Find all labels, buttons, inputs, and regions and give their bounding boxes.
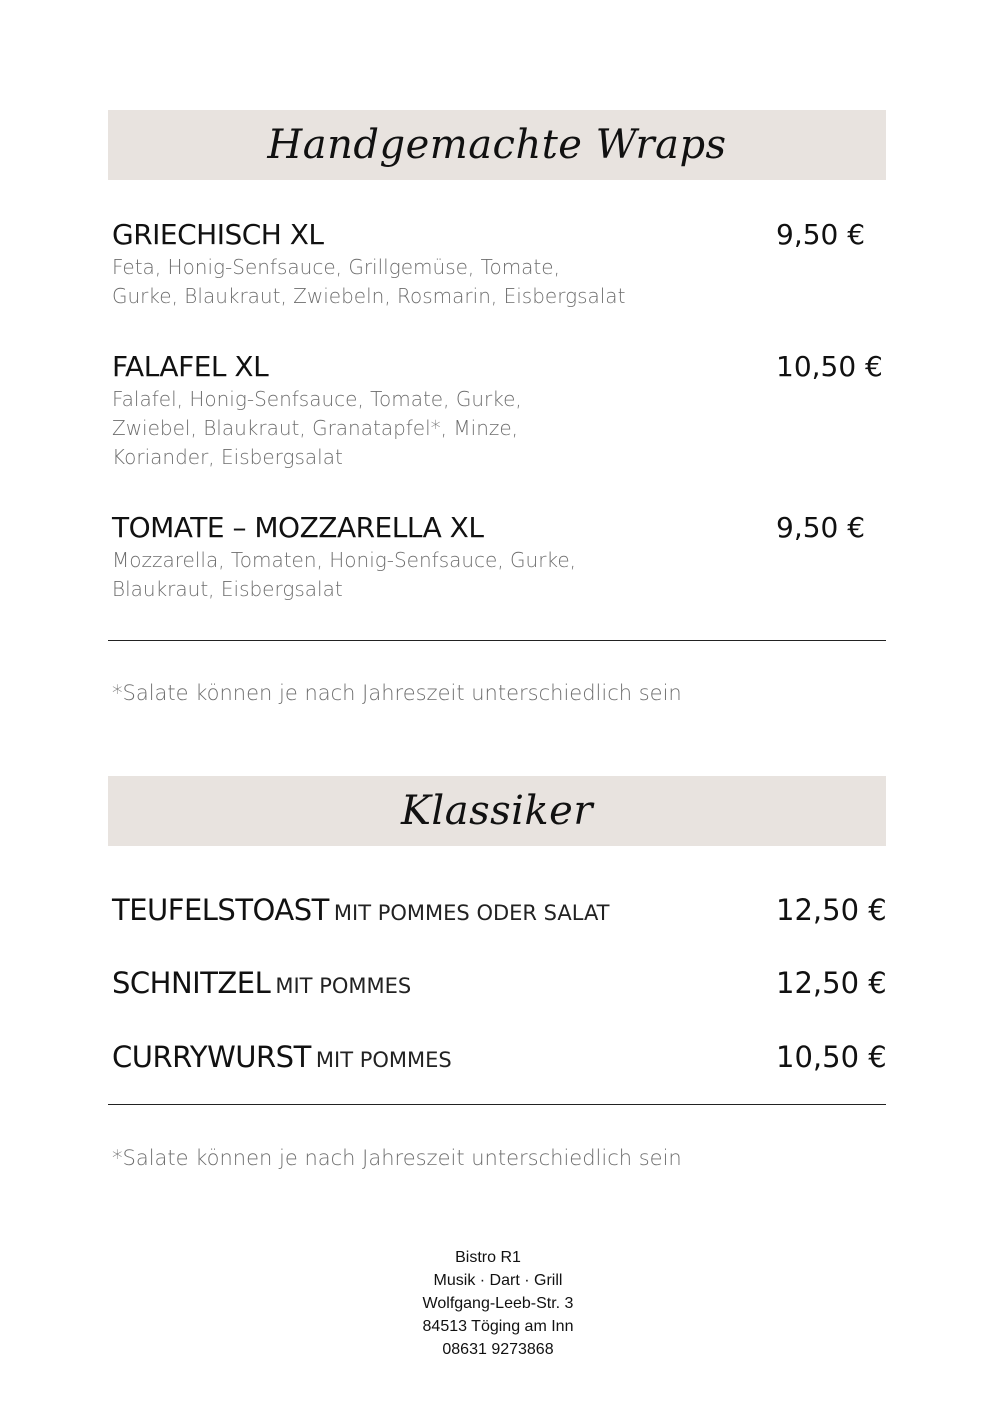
item-name: CURRYWURST <box>112 1040 311 1074</box>
menu-item-griechisch <box>112 218 882 311</box>
item-description <box>112 546 882 604</box>
item-name: GRIECHISCH XL <box>112 218 324 251</box>
desc-line: Mozzarella, Tomaten, Honig-Senfsauce, Gurke, <box>112 548 576 572</box>
salad-note: *Salate können je nach Jahreszeit unterschiedlich sein <box>112 681 682 705</box>
item-description <box>112 385 882 472</box>
wraps-title: Handgemachte Wraps <box>267 122 727 168</box>
menu-item-falafel <box>112 350 882 472</box>
salad-note: *Salate können je nach Jahreszeit unterschiedlich sein <box>112 1146 682 1170</box>
item-name: FALAFEL XL <box>112 350 269 383</box>
item-description <box>112 253 882 311</box>
item-side: MIT POMMES <box>315 1048 452 1072</box>
street-address: Wolfgang-Leeb-Str. 3 <box>422 1295 574 1312</box>
item-price: 9,50 € <box>776 511 866 544</box>
item-price: 10,50 € <box>776 1040 887 1074</box>
item-side: MIT POMMES <box>275 974 412 998</box>
item-price: 9,50 € <box>776 218 866 251</box>
item-price: 12,50 € <box>776 893 887 927</box>
desc-line: Falafel, Honig-Senfsauce, Tomate, Gurke, <box>112 387 522 411</box>
menu-item-schnitzel <box>112 965 887 1001</box>
wraps-banner <box>108 110 886 180</box>
menu-item-currywurst <box>112 1039 887 1075</box>
city-address: 84513 Töging am Inn <box>422 1318 574 1335</box>
menu-item-tomate-mozzarella <box>112 511 882 604</box>
desc-line: Feta, Honig-Senfsauce, Grillgemüse, Tomate, <box>112 255 560 279</box>
phone-number: 08631 9273868 <box>442 1341 554 1358</box>
bistro-name: Bistro R1 <box>455 1249 521 1266</box>
desc-line: Koriander, Eisbergsalat <box>112 445 343 469</box>
bistro-tagline: Musik · Dart · Grill <box>433 1272 563 1289</box>
item-price: 10,50 € <box>776 350 883 383</box>
item-name: TEUFELSTOAST <box>112 893 329 927</box>
divider <box>108 640 886 641</box>
item-price: 12,50 € <box>776 966 887 1000</box>
footer-address <box>0 1246 996 1361</box>
menu-item-teufelstoast <box>112 892 887 928</box>
klassiker-banner <box>108 776 886 846</box>
desc-line: Blaukraut, Eisbergsalat <box>112 577 343 601</box>
klassiker-title: Klassiker <box>401 788 593 834</box>
item-name: TOMATE – MOZZARELLA XL <box>112 511 484 544</box>
desc-line: Zwiebel, Blaukraut, Granatapfel*, Minze, <box>112 416 519 440</box>
item-name: SCHNITZEL <box>112 966 271 1000</box>
item-side: MIT POMMES ODER SALAT <box>333 901 610 925</box>
desc-line: Gurke, Blaukraut, Zwiebeln, Rosmarin, Eisbergsalat <box>112 284 626 308</box>
divider <box>108 1104 886 1105</box>
